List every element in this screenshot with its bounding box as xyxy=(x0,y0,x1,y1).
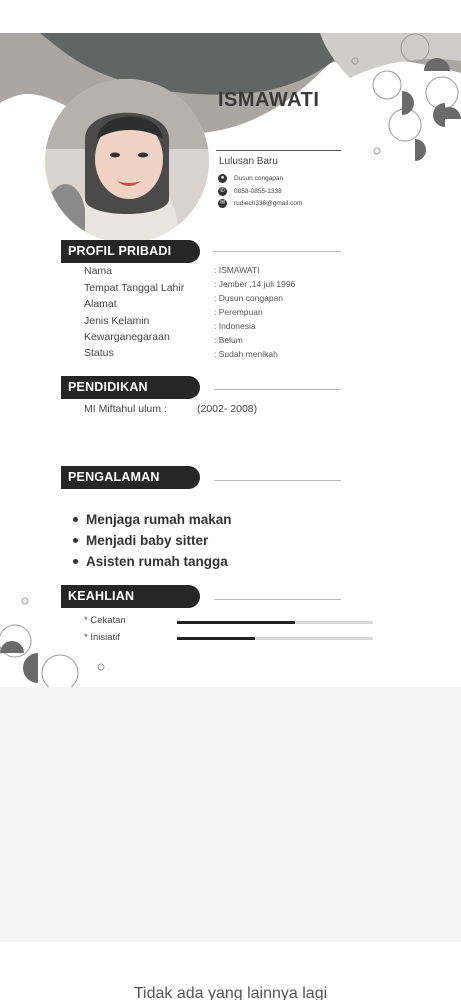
profile-photo xyxy=(45,79,209,243)
profile-value-address: : Dusun congapan xyxy=(214,293,283,303)
education-years: (2002- 2008) xyxy=(197,403,258,415)
contact-address-text: Dusun congapan xyxy=(234,175,284,182)
profile-label-nationality: Kewarganegaraan xyxy=(84,331,170,343)
candidate-name: ISMAWATI xyxy=(218,89,320,111)
profile-value-status-extra: : Sudah menikah xyxy=(214,349,278,359)
end-of-content-text: Tidak ada yang lainnya lagi xyxy=(133,985,328,1000)
candidate-subtitle: Lulusan Baru xyxy=(219,156,278,167)
resume-document xyxy=(0,33,461,687)
skill-label-cekatan: * Cekatan xyxy=(84,615,126,626)
skill-bar-fill xyxy=(177,621,295,624)
location-pin-icon: ● xyxy=(218,174,227,183)
profile-value-gender: : Perempuan xyxy=(214,307,263,317)
section-heading-skills: KEAHLIAN xyxy=(61,585,200,608)
contact-email-text: rudiech336@gmail.com xyxy=(234,200,303,207)
profile-value-status: : Belum xyxy=(214,335,243,345)
phone-icon: ✆ xyxy=(219,188,226,194)
skill-bar-fill xyxy=(177,637,255,640)
profile-label-birth: Tempat Tanggal Lahir xyxy=(84,282,185,294)
education-school: MI Miftahul ulum : xyxy=(84,403,167,415)
section-divider xyxy=(214,599,341,600)
contact-address xyxy=(218,174,283,183)
contact-phone-text: 0858-0855-1338 xyxy=(234,188,282,195)
name-divider xyxy=(216,150,341,151)
blank-panel xyxy=(0,687,461,942)
list-item: Menjaga rumah makan xyxy=(72,509,232,530)
email-icon: ✉ xyxy=(219,200,226,206)
skill-label-inisiatif: * Inisiatif xyxy=(84,632,120,643)
profile-label-name: Nama xyxy=(84,265,113,277)
section-heading-profile: PROFIL PRIBADI xyxy=(61,240,200,263)
list-item: Menjadi baby sitter xyxy=(72,530,232,551)
profile-value-birth: : Jember ,14 juli 1996 xyxy=(214,279,296,289)
profile-label-gender: Jenis Kelamin xyxy=(84,315,150,327)
profile-value-name: : ISMAWATI xyxy=(214,265,260,275)
profile-label-status: Status xyxy=(84,347,114,359)
skill-bar-cekatan xyxy=(177,621,373,624)
list-item: Asisten rumah tangga xyxy=(72,551,232,572)
profile-label-address: Alamat xyxy=(84,298,117,310)
section-heading-education: PENDIDIKAN xyxy=(61,376,200,399)
contact-email xyxy=(218,199,302,208)
top-bar xyxy=(0,0,461,33)
section-divider xyxy=(214,251,341,252)
section-divider xyxy=(214,480,341,481)
section-divider xyxy=(214,389,341,390)
section-heading-experience: PENGALAMAN xyxy=(61,466,200,489)
contact-phone xyxy=(218,187,282,196)
experience-list xyxy=(72,509,232,572)
profile-value-nationality: : Indonesia xyxy=(214,321,256,331)
skill-bar-inisiatif xyxy=(177,637,373,640)
